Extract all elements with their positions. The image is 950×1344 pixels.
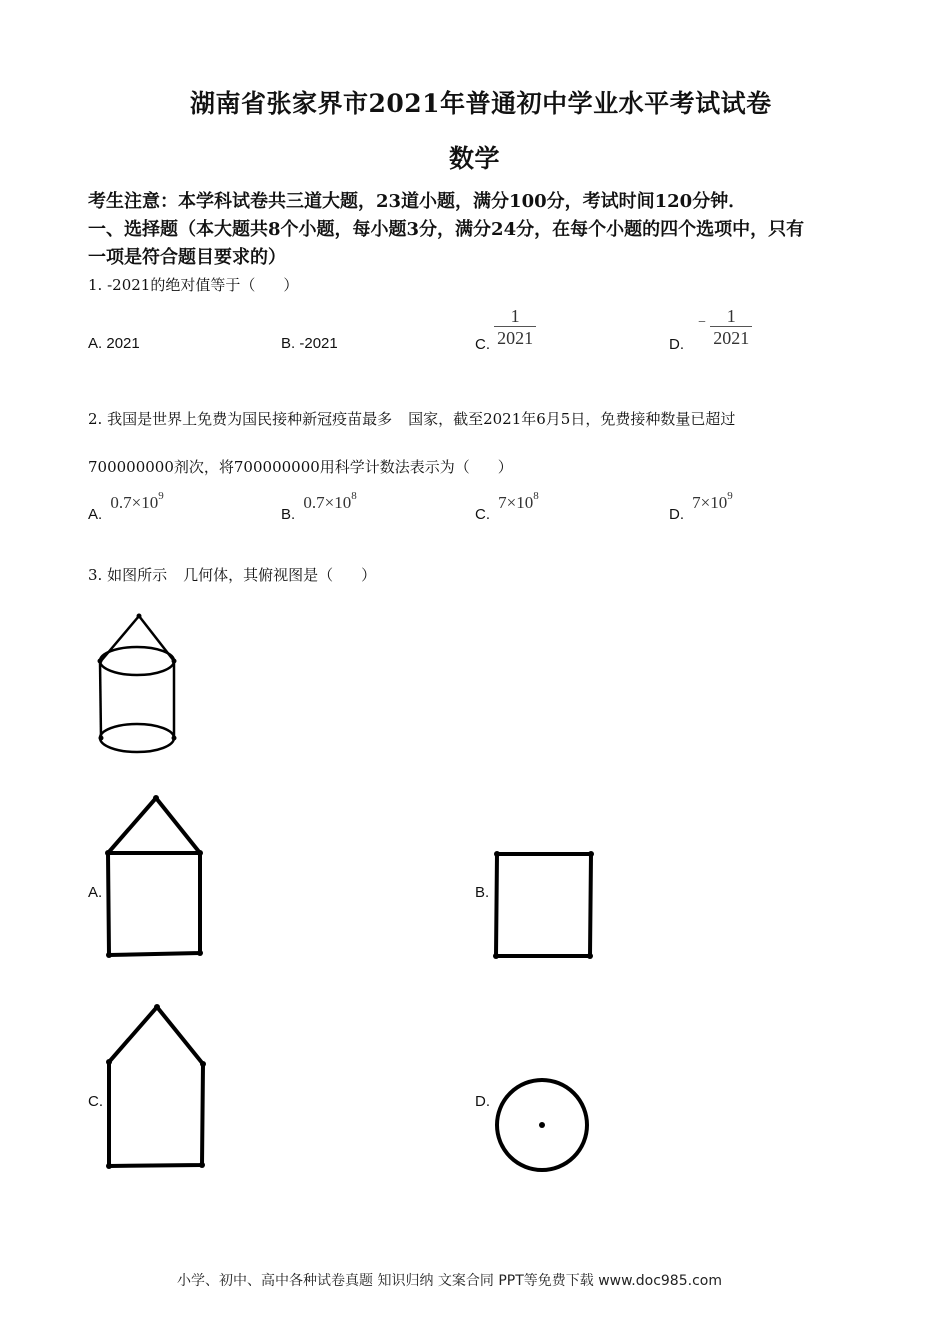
question-2-text-b: 国家，截至2021年6月5日，免费接种数量已超过: [408, 410, 736, 428]
q1-option-d-sign: −: [698, 315, 707, 330]
q3-option-a-figure[interactable]: [100, 790, 210, 965]
q2-option-a-base: 0.7×10: [110, 493, 159, 512]
q2-option-b-exponent: 8: [351, 490, 357, 502]
question-1-stem: [88, 274, 298, 295]
q1-option-d-fraction: [710, 306, 752, 349]
q1-option-c-fraction: [494, 306, 536, 349]
q2-option-c-label: C.: [475, 506, 490, 523]
q3-option-d-figure[interactable]: [488, 1070, 598, 1180]
q2-option-d-label: D.: [669, 506, 684, 523]
fraction-denominator: 2021: [713, 328, 750, 348]
question-2-close: ）: [497, 458, 513, 476]
q2-option-d-exponent: 9: [727, 490, 733, 502]
q1-option-a-label: A.: [88, 335, 103, 352]
square-shape: [496, 854, 591, 956]
q2-option-a-label: A.: [88, 506, 103, 523]
cylinder-bottom-ellipse: [100, 724, 174, 752]
q3-option-c-label[interactable]: C.: [88, 1093, 103, 1110]
fraction-numerator: 1: [726, 306, 736, 326]
q1-option-d-label: D.: [669, 336, 684, 353]
page-footer: 小学、初中、高中各种试卷真题 知识归纳 文案合同 PPT等免费下载 www.doc985.com: [177, 1273, 722, 1289]
q3-option-d-label[interactable]: D.: [475, 1093, 490, 1110]
q2-option-c-base: 7×10: [498, 493, 534, 512]
q1-option-b-label: B.: [281, 335, 296, 352]
q1-option-b-value: -2021: [299, 335, 338, 352]
cylinder-top-ellipse: [100, 647, 174, 675]
cylinder-left-edge: [100, 661, 101, 738]
q2-option-d[interactable]: [669, 490, 733, 523]
question-3-text-b: 几何体，其俯视图是（: [183, 566, 334, 584]
center-dot: [539, 1122, 545, 1128]
question-2-line1: [88, 408, 735, 429]
q3-option-b-figure[interactable]: [488, 846, 598, 961]
q2-option-c-exponent: 8: [533, 490, 539, 502]
q2-option-a[interactable]: [88, 490, 164, 523]
section-heading-line2: 一项是符合题目要求的）: [88, 247, 286, 268]
exam-notice: 考生注意：本学科试卷共三道大题，23道小题，满分100分，考试时间120分钟．: [88, 191, 747, 212]
q1-option-d[interactable]: [669, 306, 752, 353]
q1-option-b[interactable]: [281, 335, 338, 352]
question-3-text-a: 3. 如图所示: [88, 566, 168, 584]
q3-option-b-label[interactable]: B.: [475, 884, 490, 901]
fraction-numerator: 1: [510, 306, 520, 326]
square-body: [108, 853, 200, 955]
question-2-line2: [88, 456, 513, 477]
q2-option-c[interactable]: [475, 490, 539, 523]
question-2-text-a: 2. 我国是世界上免费为国民接种新冠疫苗最多: [88, 410, 393, 428]
question-2-text-c: 700000000剂次，将700000000用科学计数法表示为（: [88, 458, 470, 476]
q2-option-b-label: B.: [281, 506, 296, 523]
section-heading-line1: 一、选择题（本大题共8个小题，每小题3分，满分24分，在每个小题的四个选项中，只有: [88, 219, 805, 240]
q2-option-d-base: 7×10: [692, 493, 728, 512]
q3-option-c-figure[interactable]: [100, 1000, 215, 1175]
q1-option-a-value: 2021: [106, 335, 140, 352]
question-1-text: 1. -2021的绝对值等于（: [88, 276, 256, 294]
q1-option-a[interactable]: [88, 335, 140, 352]
q2-option-a-exponent: 9: [158, 490, 164, 502]
question-3-close: ）: [361, 566, 377, 584]
q1-option-c-label: C.: [475, 336, 490, 353]
fraction-denominator: 2021: [497, 328, 534, 348]
pentagon-shape: [109, 1007, 203, 1166]
q1-option-c[interactable]: [475, 306, 536, 353]
q2-option-b[interactable]: [281, 490, 357, 523]
exam-title: 湖南省张家界市2021年普通初中学业水平考试试卷: [190, 89, 772, 118]
solid-figure: [95, 608, 185, 758]
question-1-close: ）: [283, 276, 299, 294]
question-3-stem: [88, 564, 376, 585]
subject-title: 数学: [449, 144, 501, 173]
q3-option-a-label[interactable]: A.: [88, 884, 103, 901]
triangle-roof: [108, 798, 200, 853]
q2-option-b-base: 0.7×10: [303, 493, 352, 512]
